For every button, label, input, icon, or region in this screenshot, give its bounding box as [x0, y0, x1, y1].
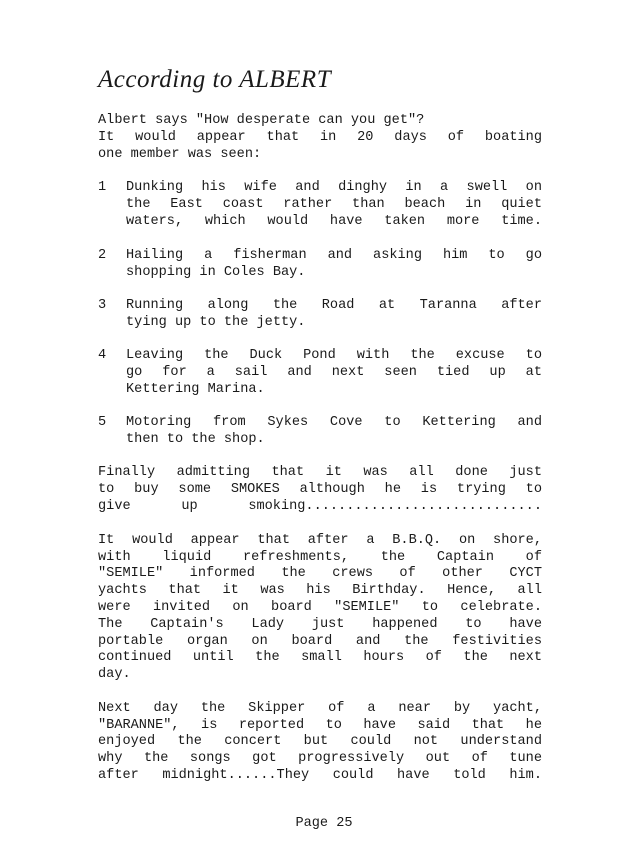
paragraph-line: to buy some SMOKES although he is trying to [98, 482, 542, 497]
paragraph-line: portable organ on board and the festivities [98, 634, 542, 649]
list-item-number: 4 [98, 348, 107, 363]
list-item-number: 5 [98, 415, 107, 430]
paragraph-line: It would appear that after a B.B.Q. on shore, [98, 533, 542, 548]
page-footer [0, 816, 622, 831]
page-title: According to ALBERT [98, 66, 332, 93]
list-item-line: tying up to the jetty. [126, 314, 306, 330]
list-item-number: 2 [98, 248, 107, 263]
list-item-line: Hailing a fisherman and asking him to go [126, 248, 542, 263]
paragraph-line: Finally admitting that it was all done just [98, 465, 542, 480]
list-item-line: Dunking his wife and dinghy in a swell on [126, 180, 542, 195]
page-number: Page 25 [295, 816, 353, 831]
list-item-number: 3 [98, 298, 107, 313]
list-item-line: Running along the Road at Taranna after [126, 298, 542, 313]
list-item-line: Leaving the Duck Pond with the excuse to [126, 348, 542, 363]
list-item-line: waters, which would have taken more time. [126, 213, 542, 229]
intro-line: Albert says "How desperate can you get"? [98, 113, 425, 128]
intro-line: one member was seen: [98, 147, 262, 162]
list-item-line: Motoring from Sykes Cove to Kettering and [126, 415, 542, 430]
paragraph-line: day. [98, 667, 131, 682]
list-item-number: 1 [98, 180, 107, 195]
paragraph-line: after midnight......They could have told him. [98, 768, 542, 783]
paragraph-line: continued until the small hours of the next [98, 650, 542, 665]
list-item-line: the East coast rather than beach in quiet [126, 196, 542, 212]
paragraph-line: Next day the Skipper of a near by yacht, [98, 701, 542, 716]
paragraph-line: "BARANNE", is reported to have said that he [98, 718, 542, 733]
paragraph-line: yachts that it was his Birthday. Hence, all [98, 583, 542, 598]
paragraph-line: why the songs got progressively out of tune [98, 751, 542, 766]
paragraph-line: "SEMILE" informed the crews of other CYCT [98, 566, 542, 581]
paragraph-line: give up smoking............................. [98, 499, 542, 514]
list-item-line: then to the shop. [126, 431, 265, 447]
paragraph-line: with liquid refreshments, the Captain of [98, 550, 542, 565]
paragraph-line: were invited on board "SEMILE" to celebrate. [98, 600, 542, 615]
paragraph-line: enjoyed the concert but could not understand [98, 734, 542, 749]
intro-line: It would appear that in 20 days of boating [98, 130, 542, 145]
paragraph-line: The Captain's Lady just happened to have [98, 617, 542, 632]
list-item-line: go for a sail and next seen tied up at [126, 364, 542, 380]
list-item-line: Kettering Marina. [126, 381, 265, 397]
list-item-line: shopping in Coles Bay. [126, 264, 306, 280]
